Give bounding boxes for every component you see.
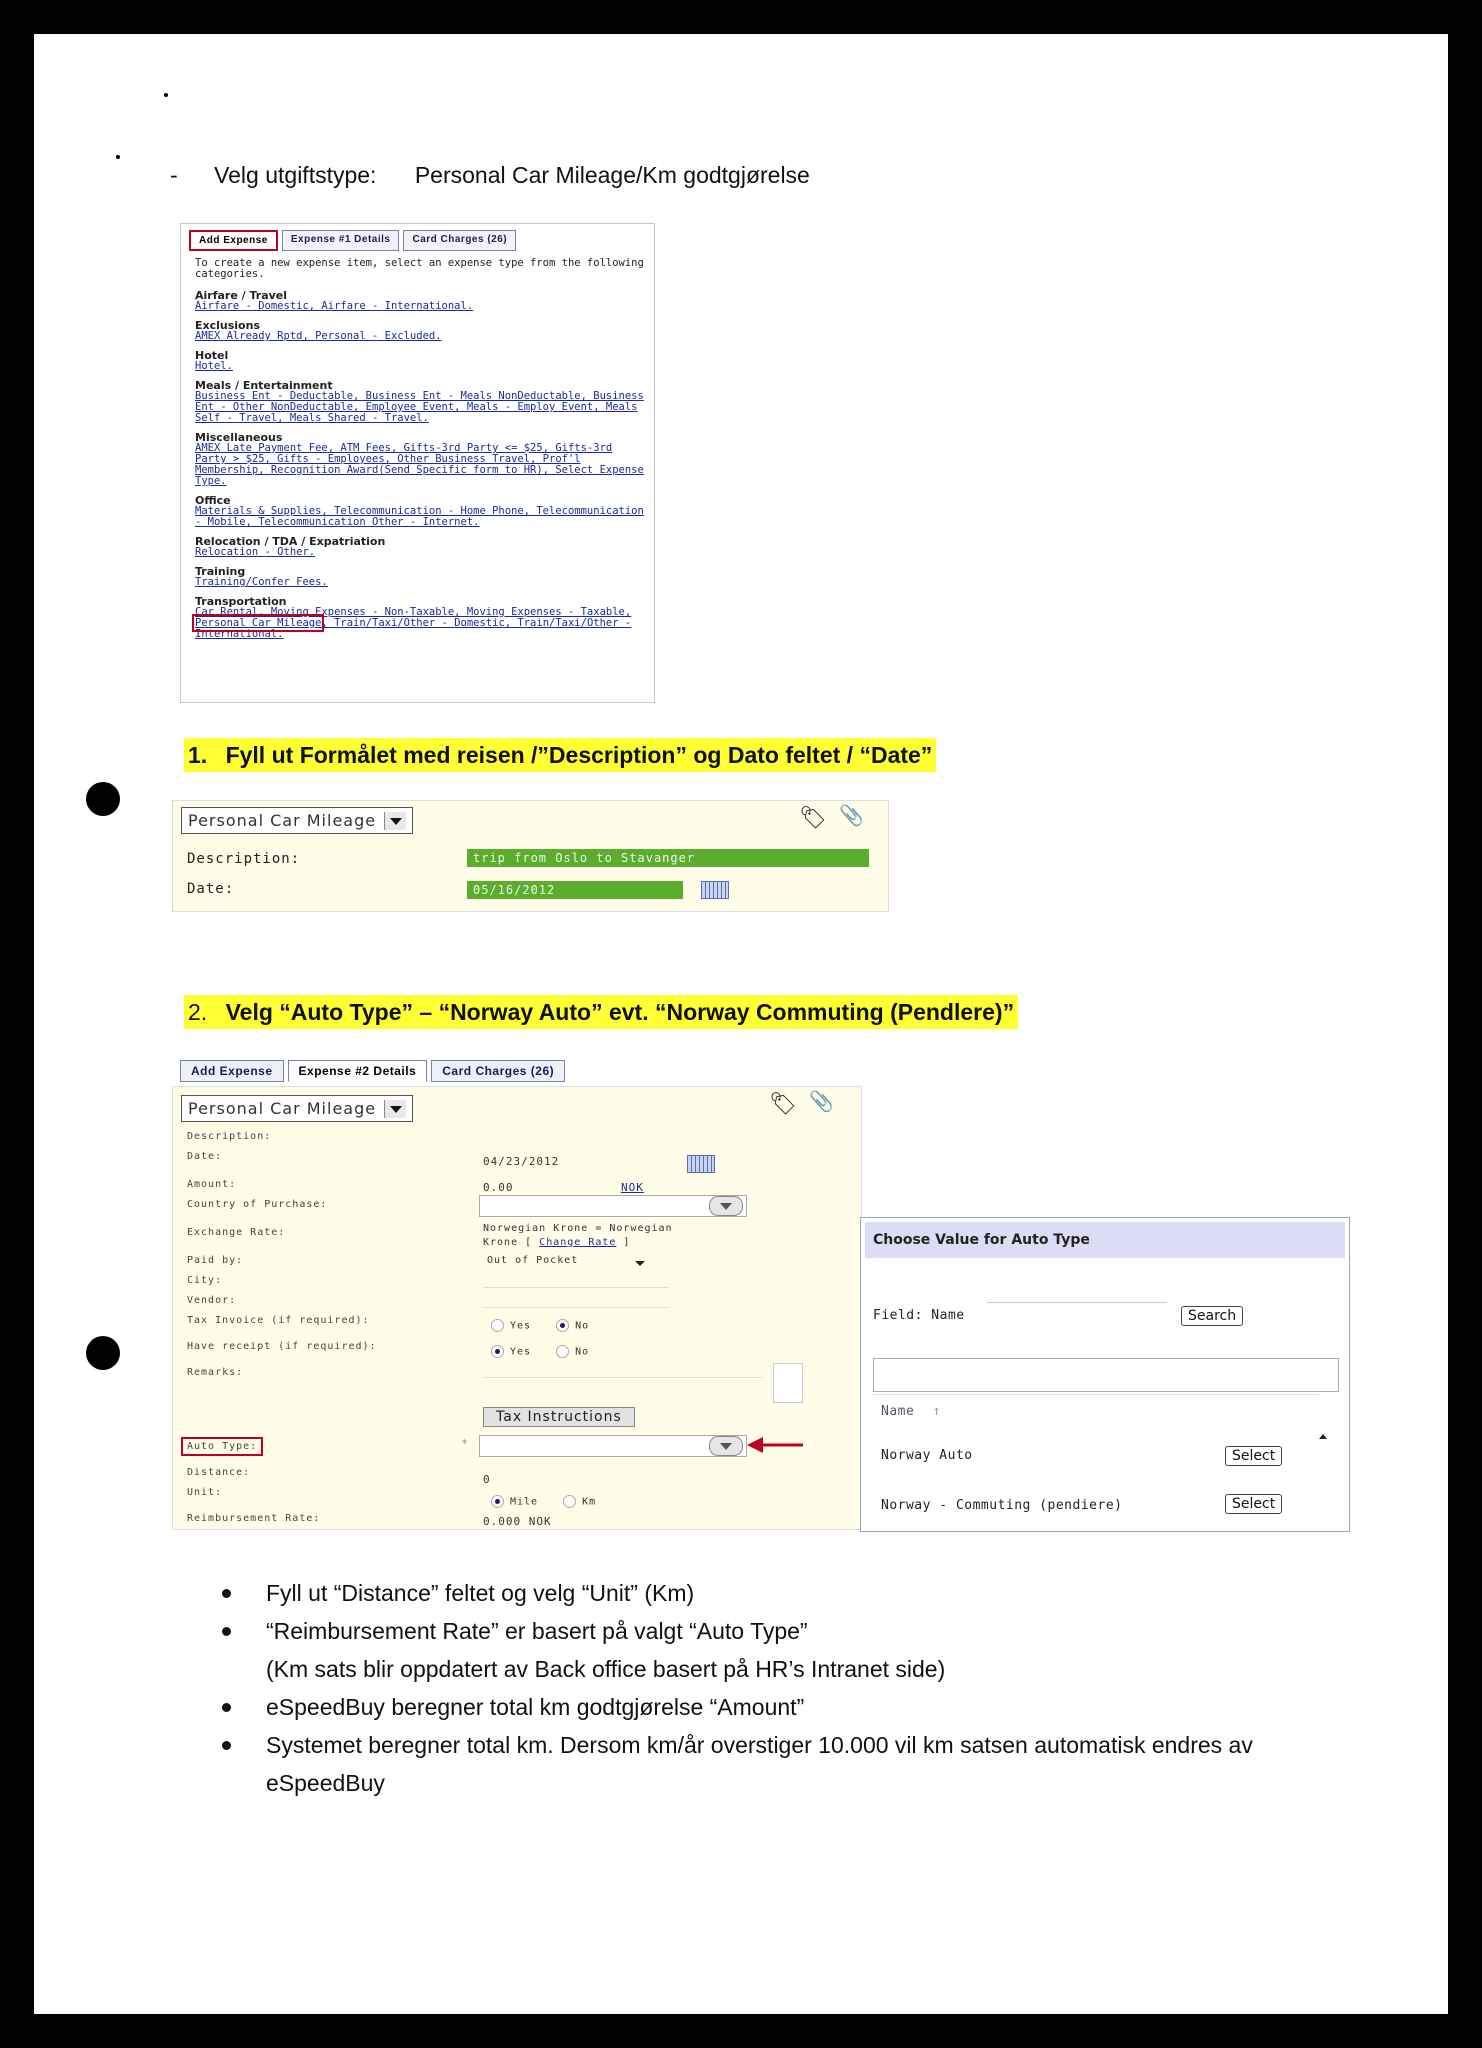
- tag-icon[interactable]: 🏷: [799, 805, 827, 830]
- unit-label: Unit:: [187, 1487, 223, 1498]
- category-link[interactable]: Training/Confer Fees.: [195, 576, 328, 588]
- description-label: Description:: [187, 851, 301, 867]
- date-input[interactable]: 05/16/2012: [467, 881, 683, 899]
- category-name: Hotel: [195, 349, 229, 362]
- field-label: Field: Name: [873, 1308, 965, 1323]
- expense-type-select[interactable]: [181, 807, 413, 834]
- bullet-text: Systemet beregner total km. Dersom km/år overstiger 10.000 vil km satsen automatisk endres av: [266, 1732, 1253, 1758]
- exchange-rate-prefix: Krone [: [483, 1237, 540, 1248]
- distance-label: Distance:: [187, 1467, 251, 1478]
- bullet-item: [222, 1612, 1372, 1688]
- name-column-header[interactable]: [881, 1404, 941, 1419]
- sort-arrow-icon: ↑: [932, 1404, 941, 1419]
- tax-invoice-yes-radio[interactable]: [491, 1319, 504, 1332]
- category-links: [195, 547, 645, 558]
- tax-invoice-label: Tax Invoice (if required):: [187, 1315, 370, 1326]
- km-label: Km: [582, 1496, 597, 1508]
- paid-by-label: Paid by:: [187, 1255, 244, 1266]
- category-links: [195, 301, 645, 312]
- have-receipt-no-radio[interactable]: [556, 1345, 569, 1358]
- date-label: Date:: [187, 1151, 223, 1162]
- bullet-dot: [222, 1589, 231, 1598]
- distance-value[interactable]: 0: [483, 1473, 491, 1486]
- document-page: [34, 34, 1448, 2014]
- reimbursement-rate-value: 0.000 NOK: [483, 1515, 552, 1528]
- results-box: [873, 1358, 1339, 1392]
- tab-card-charges[interactable]: Card Charges (26): [403, 230, 516, 251]
- calendar-icon[interactable]: [687, 1155, 715, 1173]
- category-name: Airfare / Travel: [195, 289, 288, 302]
- tax-invoice-no-radio[interactable]: [556, 1319, 569, 1332]
- step1-heading: [184, 738, 936, 772]
- intro-dash: -: [170, 162, 178, 188]
- tab-expense-details[interactable]: Expense #2 Details: [288, 1060, 428, 1082]
- vendor-input[interactable]: [483, 1307, 669, 1308]
- category-link[interactable]: Materials & Supplies, Telecommunication - Home Phone, Telecommunication - Mobile, Telecommunication Other - Internet.: [195, 505, 644, 528]
- category-links: [195, 391, 645, 424]
- bullet-item: [222, 1726, 1372, 1802]
- tax-invoice-radios: [491, 1319, 589, 1332]
- amount-value: 0.00: [483, 1181, 514, 1194]
- category-name: Office: [195, 494, 231, 507]
- chevron-down-icon[interactable]: [635, 1261, 645, 1266]
- category-name: Miscellaneous: [195, 431, 283, 444]
- auto-type-input[interactable]: [479, 1435, 747, 1457]
- expense-details-screenshot: [172, 1056, 862, 1530]
- category-links: [195, 443, 645, 487]
- step2-text: Velg “Auto Type” – “Norway Auto” evt. “Norway Commuting (Pendlere)”: [225, 999, 1015, 1025]
- popup-title: Choose Value for Auto Type: [865, 1222, 1345, 1258]
- currency-link[interactable]: NOK: [621, 1181, 644, 1194]
- category-link[interactable]: AMEX Already Rptd, Personal - Excluded.: [195, 330, 442, 342]
- intro-text: To create a new expense item, select an expense type from the following categories.: [195, 257, 644, 280]
- description-label: Description:: [187, 1131, 272, 1142]
- have-receipt-label: Have receipt (if required):: [187, 1341, 377, 1352]
- remarks-label: Remarks:: [187, 1367, 244, 1378]
- no-label: No: [575, 1320, 590, 1332]
- chevron-down-icon: [384, 812, 406, 830]
- tab-add-expense[interactable]: Add Expense: [180, 1060, 284, 1082]
- intro-line: [170, 162, 1070, 189]
- city-input[interactable]: [483, 1287, 669, 1288]
- select-norway-auto-button[interactable]: Select: [1225, 1446, 1282, 1466]
- category-link[interactable]: AMEX Late Payment Fee, ATM Fees, Gifts-3rd Party <= $25, Gifts-3rd Party > $25, Gifts - Employees, Other Business Travel, Prof'l Membership, Recognition Award(Send Specific form to HR), Select Expense Type.: [195, 442, 644, 487]
- unit-km-radio[interactable]: [563, 1495, 576, 1508]
- tab-add-expense[interactable]: Add Expense: [189, 230, 278, 251]
- tab-expense-details[interactable]: Expense #1 Details: [282, 230, 400, 251]
- attachment-icon[interactable]: 📎: [839, 805, 864, 827]
- bullet-text: Fyll ut “Distance” feltet og velg “Unit” (Km): [266, 1580, 695, 1606]
- category-link[interactable]: Business Ent - Deductable, Business Ent - Meals NonDeductable, Business Ent - Other NonDeductable, Employee Event, Meals - Employ Event, Meals Self - Travel, Meals Shared - Travel.: [195, 390, 644, 424]
- divider: [873, 1394, 1319, 1395]
- description-date-screenshot: [172, 800, 889, 912]
- expense-type-select[interactable]: [181, 1095, 413, 1122]
- bullet-subtext: (Km sats blir oppdatert av Back office basert på HR’s Intranet side): [266, 1656, 946, 1682]
- stray-dot: [164, 93, 168, 97]
- step2-heading: [184, 995, 1018, 1029]
- description-input[interactable]: trip from Oslo to Stavanger: [467, 849, 869, 867]
- unit-radios: [491, 1495, 596, 1508]
- expense-types-screenshot: [180, 223, 655, 703]
- tag-icon[interactable]: 🏷: [769, 1091, 797, 1116]
- vendor-label: Vendor:: [187, 1295, 237, 1306]
- country-input[interactable]: [479, 1195, 747, 1217]
- bullet-item: [222, 1574, 1372, 1612]
- tax-instructions-button[interactable]: Tax Instructions: [483, 1407, 635, 1427]
- chevron-down-icon: [384, 1100, 406, 1118]
- transport-links[interactable]: Car Rental, Moving Expenses - Non-Taxable, Moving Expenses - Taxable,: [195, 606, 632, 618]
- personal-car-mileage-link[interactable]: Personal Car Mileage: [195, 617, 322, 629]
- paid-by-select[interactable]: Out of Pocket: [487, 1255, 579, 1266]
- no-label: No: [575, 1346, 590, 1358]
- bullet-text: “Reimbursement Rate” er basert på valgt “Auto Type”: [266, 1618, 808, 1644]
- mile-label: Mile: [510, 1496, 539, 1508]
- exchange-rate-suffix: ]: [616, 1237, 631, 1248]
- stray-dot: [116, 155, 120, 159]
- category-name: Training: [195, 565, 246, 578]
- have-receipt-radios: [491, 1345, 589, 1358]
- have-receipt-yes-radio[interactable]: [491, 1345, 504, 1358]
- chevron-down-icon[interactable]: [709, 1436, 743, 1456]
- bullet-item: [222, 1688, 1372, 1726]
- exchange-rate-line2: [483, 1237, 630, 1248]
- expense-form: [172, 1086, 862, 1530]
- auto-type-popup: [860, 1217, 1350, 1532]
- red-arrow-icon: [745, 1433, 805, 1457]
- search-input[interactable]: [987, 1302, 1167, 1303]
- bullet-marker: [86, 1336, 120, 1370]
- auto-type-label: Auto Type:: [181, 1437, 263, 1456]
- bullet-dot: [222, 1703, 231, 1712]
- intro-value: Personal Car Mileage/Km godtgjørelse: [414, 162, 810, 188]
- amount-label: Amount:: [187, 1179, 237, 1190]
- category-links: [195, 331, 645, 342]
- bullet-text: eSpeedBuy beregner total km godtgjørelse “Amount”: [266, 1694, 805, 1720]
- search-button[interactable]: Search: [1181, 1306, 1243, 1326]
- required-mark: *: [461, 1437, 469, 1450]
- remarks-scrollbar[interactable]: [773, 1363, 803, 1403]
- step2-number: 2.: [188, 999, 208, 1025]
- category-link[interactable]: Hotel.: [195, 360, 233, 372]
- tab-bar: [180, 1060, 565, 1082]
- category-link[interactable]: Relocation - Other.: [195, 546, 316, 558]
- category-links: [195, 361, 645, 372]
- category-links: [195, 577, 645, 588]
- tab-bar: [189, 230, 516, 251]
- expense-type-select-value: Personal Car Mileage: [188, 1099, 377, 1118]
- bullet-dot: [222, 1741, 231, 1750]
- bullet-subtext: eSpeedBuy: [266, 1770, 385, 1796]
- category-links: [195, 506, 645, 528]
- step1-text: Fyll ut Formålet med reisen /”Description” og Dato feltet / “Date”: [225, 742, 933, 768]
- calendar-icon[interactable]: [701, 881, 729, 899]
- unit-mile-radio[interactable]: [491, 1495, 504, 1508]
- scroll-up-icon[interactable]: [1319, 1434, 1327, 1439]
- transport-links-more[interactable]: , Train/Taxi/Other - Domestic, Train/Taxi/Other - International.: [195, 617, 632, 640]
- date-label: Date:: [187, 881, 235, 897]
- exchange-rate-text: Norwegian Krone = Norwegian: [483, 1223, 673, 1234]
- category-links: [195, 607, 645, 640]
- name-column-label: Name: [881, 1404, 915, 1419]
- category-name: Exclusions: [195, 319, 260, 332]
- category-list: [195, 290, 645, 588]
- chevron-down-icon[interactable]: [709, 1196, 743, 1216]
- category-name: Meals / Entertainment: [195, 379, 333, 392]
- reimbursement-rate-label: Reimbursement Rate:: [187, 1513, 321, 1524]
- category-name: Relocation / TDA / Expatriation: [195, 535, 386, 548]
- expense-type-select-value: Personal Car Mileage: [188, 811, 377, 830]
- tab-card-charges[interactable]: Card Charges (26): [431, 1060, 565, 1082]
- yes-label: Yes: [510, 1346, 532, 1358]
- exchange-rate-label: Exchange Rate:: [187, 1227, 286, 1238]
- instruction-bullets: [222, 1574, 1372, 1802]
- bullet-marker: [86, 782, 120, 816]
- norway-auto-option: Norway Auto: [881, 1448, 973, 1463]
- select-norway-commuting-button[interactable]: Select: [1225, 1494, 1282, 1514]
- attachment-icon[interactable]: 📎: [809, 1091, 834, 1113]
- category-link[interactable]: Airfare - Domestic, Airfare - International.: [195, 300, 474, 312]
- category-name: Transportation: [195, 595, 287, 608]
- expense-categories: [195, 258, 645, 640]
- country-label: Country of Purchase:: [187, 1199, 328, 1210]
- yes-label: Yes: [510, 1320, 532, 1332]
- remarks-input[interactable]: [483, 1377, 763, 1378]
- city-label: City:: [187, 1275, 223, 1286]
- norway-commuting-option: Norway - Commuting (pendiere): [881, 1498, 1123, 1513]
- change-rate-link[interactable]: Change Rate: [539, 1237, 617, 1248]
- intro-label: Velg utgiftstype:: [214, 162, 377, 188]
- step1-number: 1.: [188, 742, 208, 768]
- date-value[interactable]: 04/23/2012: [483, 1155, 560, 1168]
- bullet-dot: [222, 1627, 231, 1636]
